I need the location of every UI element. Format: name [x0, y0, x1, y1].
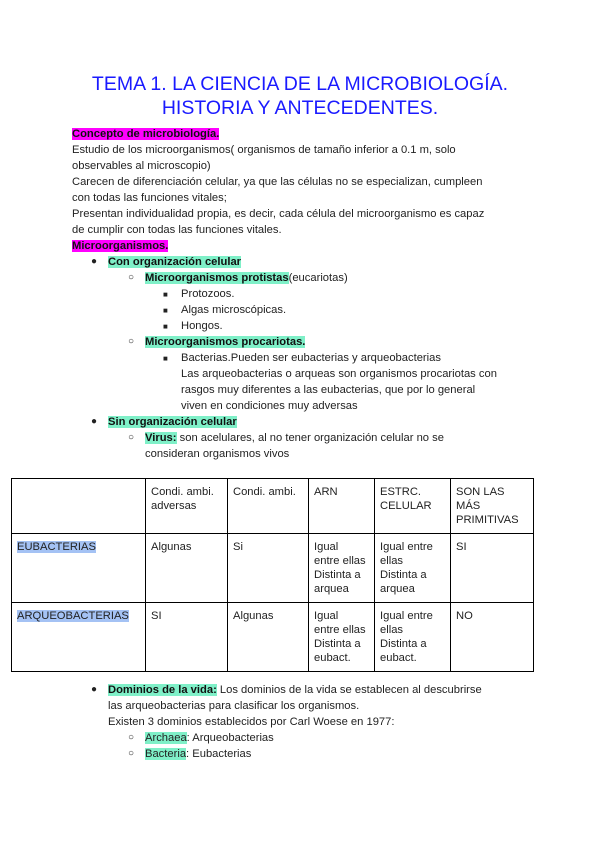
table-cell: Si: [228, 534, 309, 603]
bullet-square-icon: ■: [163, 290, 168, 299]
table-row: [12, 534, 534, 603]
microorganismos-heading: Microorganismos.: [72, 240, 169, 252]
virus-line-2: consideran organismos vivos: [145, 448, 290, 460]
bullet-circle-icon: ○: [128, 432, 135, 443]
table-row: [12, 603, 534, 672]
table-header-cell: ESTRC. CELULAR: [375, 479, 451, 534]
concepto-line-1: Estudio de los microorganismos( organismos de tamaño inferior a 0.1 m, solo: [72, 144, 456, 156]
table-header-cell: Condi. ambi.: [228, 479, 309, 534]
bullet-circle-icon: ○: [128, 336, 135, 347]
table-header-cell: ARN: [309, 479, 375, 534]
table-cell: Algunas: [146, 534, 228, 603]
procariotas-heading: Microorganismos procariotas.: [145, 336, 306, 348]
dominios-line-3: Existen 3 dominios establecidos por Carl Woese en 1977:: [108, 716, 395, 728]
arqueo-line-1: Las arqueobacterias o arqueas son organismos procariotas con: [181, 368, 497, 380]
sin-organizacion-heading: Sin organización celular: [108, 416, 237, 428]
concepto-line-4: con todas las funciones vitales;: [72, 192, 227, 204]
bullet-square-icon: ■: [163, 354, 168, 363]
table-cell: Igual entre ellas Distinta a eubact.: [375, 603, 451, 672]
dominios-line-1: Dominios de la vida: Los dominios de la vida se establecen al descubrirse: [108, 684, 482, 696]
bullet-disc-icon: ●: [91, 416, 98, 427]
concepto-line-6: de cumplir con todas las funciones vitales.: [72, 224, 282, 236]
table-cell: SI: [146, 603, 228, 672]
table-row-name: EUBACTERIAS: [12, 534, 146, 603]
dominios-line-2: las arqueobacterias para clasificar los organismos.: [108, 700, 360, 712]
table-header-cell: SON LAS MÁS PRIMITIVAS: [451, 479, 534, 534]
bullet-square-icon: ■: [163, 322, 168, 331]
table-header-cell: [12, 479, 146, 534]
table-cell: Igual entre ellas Distinta a arquea: [375, 534, 451, 603]
concepto-line-5: Presentan individualidad propia, es decir, cada célula del microorganismo es capaz: [72, 208, 485, 220]
table-cell: SI: [451, 534, 534, 603]
concepto-line-3: Carecen de diferenciación celular, ya que las células no se especializan, cumpleen: [72, 176, 483, 188]
concepto-heading: Concepto de microbiología.: [72, 128, 220, 140]
table-cell: NO: [451, 603, 534, 672]
table-row-name: ARQUEOBACTERIAS: [12, 603, 146, 672]
table-header-cell: Condi. ambi. adversas: [146, 479, 228, 534]
bullet-square-icon: ■: [163, 306, 168, 315]
table-cell: Igual entre ellas Distinta a eubact.: [309, 603, 375, 672]
protistas-line: Microorganismos protistas(eucariotas): [145, 272, 348, 284]
bullet-disc-icon: ●: [91, 256, 98, 267]
page-title-line-1: TEMA 1. LA CIENCIA DE LA MICROBIOLOGÍA.: [91, 73, 509, 95]
table-header-row: [12, 479, 534, 534]
dominio-item-bacteria: Bacteria: Eubacterias: [145, 748, 252, 760]
con-organizacion-heading: Con organización celular: [108, 256, 242, 268]
arqueo-line-2: rasgos muy diferentes a las eubacterias, que por lo general: [181, 384, 476, 396]
bullet-circle-icon: ○: [128, 272, 135, 283]
protistas-item-3: Hongos.: [181, 320, 223, 332]
comparison-table: [11, 478, 534, 672]
dominio-item-archaea: Archaea: Arqueobacterias: [145, 732, 274, 744]
bullet-circle-icon: ○: [128, 748, 135, 759]
bullet-disc-icon: ●: [91, 684, 98, 695]
page-title-line-2: HISTORIA Y ANTECEDENTES.: [161, 97, 439, 119]
arqueo-line-3: viven en condiciones muy adversas: [181, 400, 358, 412]
protistas-item-1: Protozoos.: [181, 288, 235, 300]
bacterias-line: Bacterias.Pueden ser eubacterias y arqueobacterias: [181, 352, 441, 364]
table-cell: Igual entre ellas Distinta a arquea: [309, 534, 375, 603]
table-cell: Algunas: [228, 603, 309, 672]
concepto-line-2: observables al microscopio): [72, 160, 211, 172]
protistas-item-2: Algas microscópicas.: [181, 304, 287, 316]
bullet-circle-icon: ○: [128, 732, 135, 743]
virus-line-1: Virus: son acelulares, al no tener organización celular no se: [145, 432, 444, 444]
